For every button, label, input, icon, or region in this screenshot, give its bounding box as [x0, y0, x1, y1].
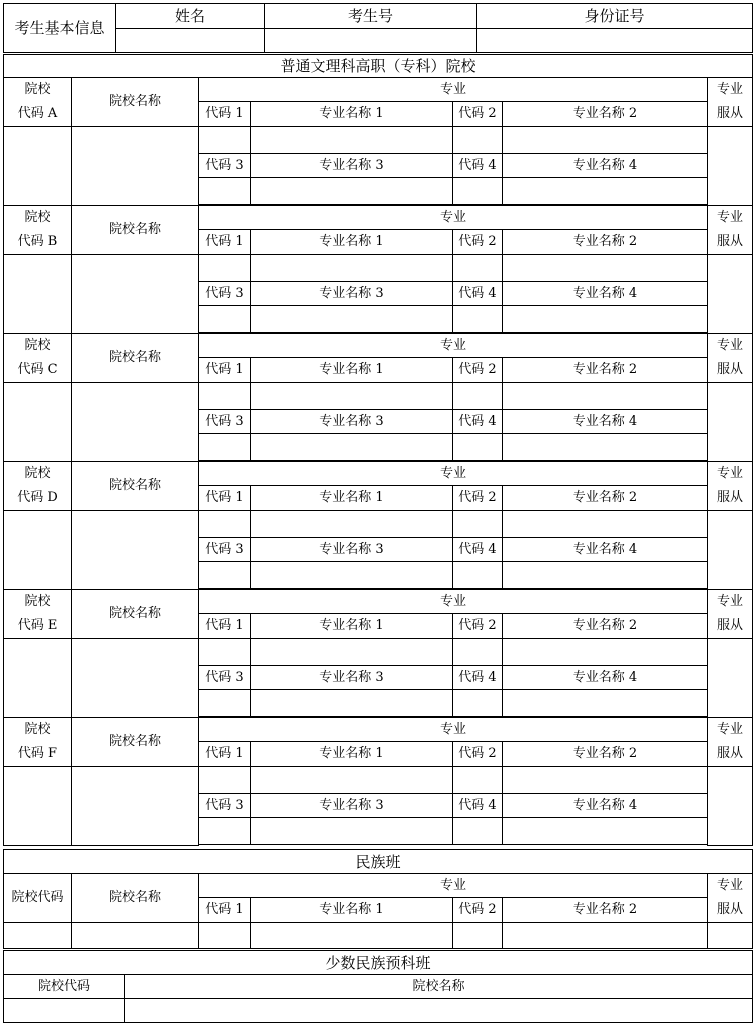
- major-code-2-field[interactable]: [453, 127, 503, 154]
- ethnic-class-table: [3, 849, 753, 949]
- school-code-label: 院校 代码 D: [4, 462, 72, 511]
- school-code-field[interactable]: [4, 255, 72, 334]
- major-name-2-label: 专业名称 2: [503, 229, 708, 254]
- major-header: 专业: [199, 78, 708, 102]
- school-code-label: 院校 代码 F: [4, 718, 72, 767]
- school-name-field[interactable]: [72, 923, 199, 949]
- major-name-2-field[interactable]: [503, 383, 708, 410]
- major-code-3-label: 代码 3: [199, 282, 251, 306]
- major-name-1-field[interactable]: [251, 767, 453, 794]
- major-name-2-field[interactable]: [503, 127, 708, 154]
- major-code-2-field[interactable]: [453, 383, 503, 410]
- school-name-field[interactable]: [72, 127, 199, 206]
- major-name-4-label: 专业名称 4: [503, 410, 708, 434]
- major-code-4-field[interactable]: [453, 818, 503, 845]
- major-code-3-field[interactable]: [199, 178, 251, 205]
- major-name-1-field[interactable]: [251, 923, 453, 949]
- major-code-2-field[interactable]: [453, 511, 503, 538]
- major-code-2-label: 代码 2: [453, 741, 503, 766]
- major-code-2-field[interactable]: [453, 255, 503, 282]
- major-code-3-field[interactable]: [199, 306, 251, 333]
- obey-adjustment-label: 专业 服从: [708, 718, 753, 767]
- major-code-1-label: 代码 1: [199, 897, 251, 922]
- major-name-2-label: 专业名称 2: [503, 897, 708, 922]
- major-code-4-label: 代码 4: [453, 282, 503, 306]
- major-name-1-label: 专业名称 1: [251, 613, 453, 638]
- major-name-2-label: 专业名称 2: [503, 357, 708, 382]
- school-code-field[interactable]: [4, 383, 72, 462]
- major-name-3-field[interactable]: [251, 562, 453, 589]
- school-name-field[interactable]: [72, 383, 199, 462]
- ethnic-section-title: 民族班: [4, 850, 753, 874]
- major-code-1-field[interactable]: [199, 383, 251, 410]
- school-code-field[interactable]: [4, 639, 72, 718]
- major-code-1-field[interactable]: [199, 639, 251, 666]
- major-name-1-label: 专业名称 1: [251, 741, 453, 766]
- id-number-header: 身份证号: [477, 4, 753, 29]
- major-code-2-label: 代码 2: [453, 357, 503, 382]
- major-name-3-field[interactable]: [251, 818, 453, 845]
- major-header: 专业: [199, 718, 708, 742]
- major-name-1-label: 专业名称 1: [251, 101, 453, 126]
- major-code-4-label: 代码 4: [453, 794, 503, 818]
- school-code-field[interactable]: [4, 999, 125, 1023]
- major-code-4-label: 代码 4: [453, 154, 503, 178]
- major-code-4-label: 代码 4: [453, 538, 503, 562]
- major-code-4-field[interactable]: [453, 690, 503, 717]
- major-code-3-label: 代码 3: [199, 666, 251, 690]
- major-name-3-label: 专业名称 3: [251, 538, 453, 562]
- major-code-1-label: 代码 1: [199, 485, 251, 510]
- school-code-field[interactable]: [4, 127, 72, 206]
- major-header: 专业: [199, 874, 708, 898]
- major-code-2-field[interactable]: [453, 923, 503, 949]
- school-name-field[interactable]: [125, 999, 753, 1023]
- obey-adjustment-field[interactable]: [708, 383, 753, 462]
- major-code-3-field[interactable]: [199, 562, 251, 589]
- school-name-field[interactable]: [72, 767, 199, 846]
- major-code-2-label: 代码 2: [453, 897, 503, 922]
- school-code-label: 院校 代码 B: [4, 206, 72, 255]
- id-number-field[interactable]: [477, 28, 753, 53]
- major-name-1-field[interactable]: [251, 127, 453, 154]
- major-name-2-label: 专业名称 2: [503, 613, 708, 638]
- major-code-1-field[interactable]: [199, 923, 251, 949]
- school-code-label: 院校 代码 C: [4, 334, 72, 383]
- obey-adjustment-label: 专业 服从: [708, 206, 753, 255]
- major-name-3-label: 专业名称 3: [251, 154, 453, 178]
- major-code-4-field[interactable]: [453, 562, 503, 589]
- obey-adjustment-field[interactable]: [708, 255, 753, 334]
- major-code-1-field[interactable]: [199, 511, 251, 538]
- major-code-4-field[interactable]: [453, 434, 503, 461]
- major-name-3-field[interactable]: [251, 306, 453, 333]
- major-name-1-label: 专业名称 1: [251, 485, 453, 510]
- school-name-label: 院校名称: [72, 334, 199, 383]
- obey-adjustment-field[interactable]: [708, 923, 753, 949]
- school-name-label: 院校名称: [125, 975, 753, 999]
- major-code-1-label: 代码 1: [199, 229, 251, 254]
- major-code-1-label: 代码 1: [199, 101, 251, 126]
- major-code-3-field[interactable]: [199, 434, 251, 461]
- major-code-3-field[interactable]: [199, 818, 251, 845]
- school-code-field[interactable]: [4, 923, 72, 949]
- major-name-4-field[interactable]: [503, 178, 708, 205]
- obey-adjustment-field[interactable]: [708, 127, 753, 206]
- major-code-1-label: 代码 1: [199, 741, 251, 766]
- major-code-4-field[interactable]: [453, 178, 503, 205]
- major-name-4-label: 专业名称 4: [503, 282, 708, 306]
- basic-info-table: [3, 3, 753, 53]
- major-code-1-field[interactable]: [199, 255, 251, 282]
- major-name-2-field[interactable]: [503, 255, 708, 282]
- obey-adjustment-field[interactable]: [708, 511, 753, 590]
- major-header: 专业: [199, 206, 708, 230]
- major-name-4-label: 专业名称 4: [503, 666, 708, 690]
- minority-prep-table: [3, 950, 753, 1023]
- major-code-2-label: 代码 2: [453, 229, 503, 254]
- major-name-4-field[interactable]: [503, 818, 708, 845]
- major-code-2-field[interactable]: [453, 767, 503, 794]
- major-code-2-field[interactable]: [453, 639, 503, 666]
- major-name-3-label: 专业名称 3: [251, 666, 453, 690]
- school-name-label: 院校名称: [72, 206, 199, 255]
- school-code-label: 院校 代码 E: [4, 590, 72, 639]
- obey-adjustment-field[interactable]: [708, 767, 753, 846]
- major-name-2-field[interactable]: [503, 923, 708, 949]
- major-name-2-field[interactable]: [503, 767, 708, 794]
- major-name-4-field[interactable]: [503, 434, 708, 461]
- major-name-2-field[interactable]: [503, 511, 708, 538]
- school-code-field[interactable]: [4, 767, 72, 846]
- major-code-3-field[interactable]: [199, 690, 251, 717]
- major-name-2-label: 专业名称 2: [503, 101, 708, 126]
- school-name-field[interactable]: [72, 255, 199, 334]
- major-name-2-label: 专业名称 2: [503, 485, 708, 510]
- major-code-1-field[interactable]: [199, 767, 251, 794]
- school-name-label: 院校名称: [72, 718, 199, 767]
- major-header: 专业: [199, 462, 708, 486]
- major-name-1-field[interactable]: [251, 639, 453, 666]
- major-code-4-label: 代码 4: [453, 410, 503, 434]
- major-name-2-label: 专业名称 2: [503, 741, 708, 766]
- major-name-1-label: 专业名称 1: [251, 357, 453, 382]
- major-code-3-label: 代码 3: [199, 538, 251, 562]
- general-section-title: 普通文理科高职（专科）院校: [4, 55, 753, 78]
- major-code-1-label: 代码 1: [199, 357, 251, 382]
- obey-adjustment-label: 专业 服从: [708, 590, 753, 639]
- prep-section-title: 少数民族预科班: [4, 951, 753, 975]
- exam-number-field[interactable]: [265, 28, 477, 53]
- school-name-field[interactable]: [72, 639, 199, 718]
- major-code-2-label: 代码 2: [453, 613, 503, 638]
- major-name-4-field[interactable]: [503, 306, 708, 333]
- major-code-1-label: 代码 1: [199, 613, 251, 638]
- major-name-4-label: 专业名称 4: [503, 538, 708, 562]
- major-code-2-label: 代码 2: [453, 485, 503, 510]
- school-code-label: 院校代码: [4, 874, 72, 923]
- basic-info-label: 考生基本信息: [4, 4, 116, 53]
- major-name-2-field[interactable]: [503, 639, 708, 666]
- major-name-3-label: 专业名称 3: [251, 794, 453, 818]
- major-code-1-field[interactable]: [199, 127, 251, 154]
- obey-adjustment-label: 专业 服从: [708, 874, 753, 923]
- major-code-4-field[interactable]: [453, 306, 503, 333]
- school-name-label: 院校名称: [72, 462, 199, 511]
- major-name-3-field[interactable]: [251, 690, 453, 717]
- major-code-4-label: 代码 4: [453, 666, 503, 690]
- obey-adjustment-field[interactable]: [708, 639, 753, 718]
- name-header: 姓名: [116, 4, 265, 29]
- school-name-label: 院校名称: [72, 590, 199, 639]
- major-name-4-field[interactable]: [503, 690, 708, 717]
- major-code-3-label: 代码 3: [199, 154, 251, 178]
- major-name-3-field[interactable]: [251, 434, 453, 461]
- major-code-3-label: 代码 3: [199, 410, 251, 434]
- major-name-4-field[interactable]: [503, 562, 708, 589]
- major-header: 专业: [199, 590, 708, 614]
- major-name-3-label: 专业名称 3: [251, 410, 453, 434]
- major-name-1-field[interactable]: [251, 383, 453, 410]
- obey-adjustment-label: 专业 服从: [708, 462, 753, 511]
- major-name-3-field[interactable]: [251, 178, 453, 205]
- major-name-4-label: 专业名称 4: [503, 154, 708, 178]
- major-name-1-field[interactable]: [251, 255, 453, 282]
- school-name-label: 院校名称: [72, 874, 199, 923]
- school-code-field[interactable]: [4, 511, 72, 590]
- major-name-4-label: 专业名称 4: [503, 794, 708, 818]
- school-name-label: 院校名称: [72, 78, 199, 127]
- major-name-1-field[interactable]: [251, 511, 453, 538]
- obey-adjustment-label: 专业 服从: [708, 334, 753, 383]
- school-name-field[interactable]: [72, 511, 199, 590]
- obey-adjustment-label: 专业 服从: [708, 78, 753, 127]
- major-name-3-label: 专业名称 3: [251, 282, 453, 306]
- exam-number-header: 考生号: [265, 4, 477, 29]
- general-colleges-table: [3, 54, 753, 846]
- school-code-label: 院校代码: [4, 975, 125, 999]
- school-code-label: 院校 代码 A: [4, 78, 72, 127]
- major-code-2-label: 代码 2: [453, 101, 503, 126]
- major-name-1-label: 专业名称 1: [251, 897, 453, 922]
- major-header: 专业: [199, 334, 708, 358]
- major-code-3-label: 代码 3: [199, 794, 251, 818]
- name-field[interactable]: [116, 28, 265, 53]
- major-name-1-label: 专业名称 1: [251, 229, 453, 254]
